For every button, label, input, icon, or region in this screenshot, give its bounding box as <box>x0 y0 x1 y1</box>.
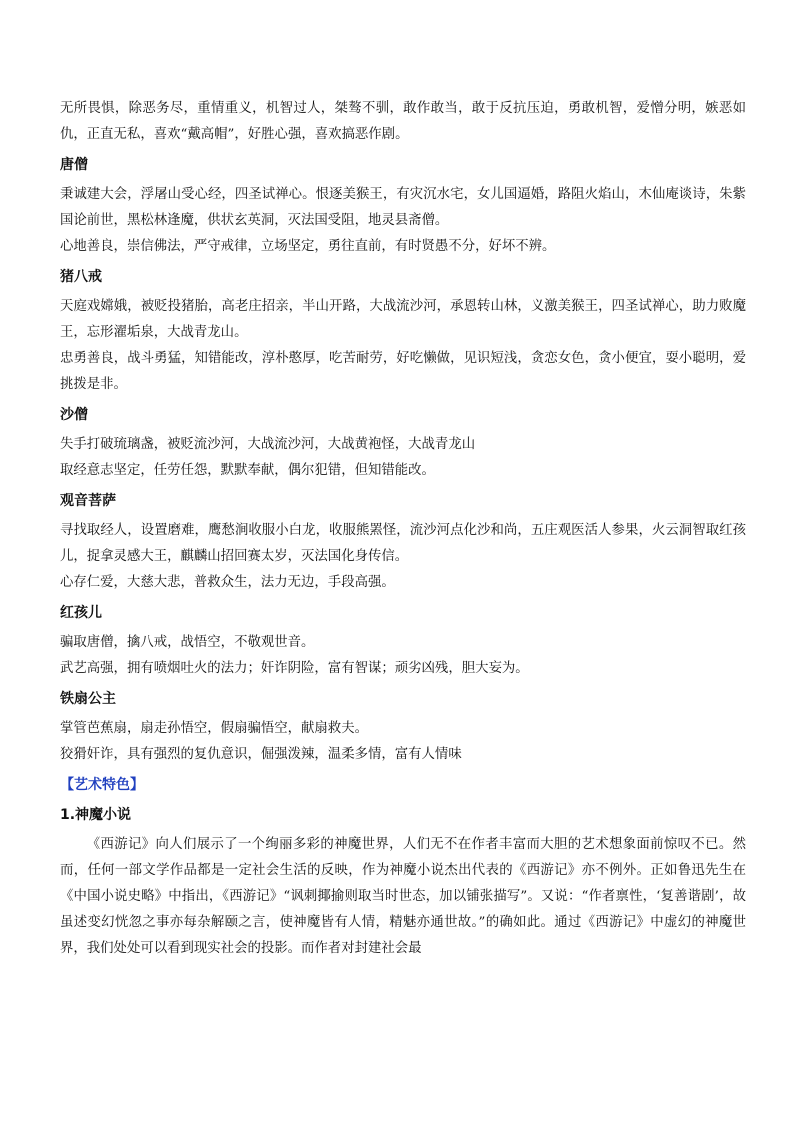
character-events-guanyin: 寻找取经人，设置磨难，鹰愁涧收服小白龙，收服熊罴怪，流沙河点化沙和尚，五庄观医活人参果，火云洞智取红孩儿，捉拿灵感大王，麒麟山招回赛太岁，灭法国化身传信。 <box>60 523 746 564</box>
character-heading-tieshan: 铁扇公主 <box>60 691 116 707</box>
art-sub-title: 1.神魔小说 <box>60 807 132 823</box>
character-events-honghaier: 骗取唐僧，擒八戒，战悟空，不敬观世音。 <box>60 635 315 650</box>
character-events-zhubajie: 天庭戏嫦娥，被贬投猪胎，高老庄招亲，半山开路，大战流沙河，承恩转山林，义激美猴王，四圣试禅心，助力败魔王，忘形濯垢泉，大战青龙山。 <box>60 299 746 340</box>
character-traits-guanyin: 心存仁爱，大慈大悲，普救众生，法力无边，手段高强。 <box>60 575 395 590</box>
character-traits-tangseng: 心地善良，崇信佛法，严守戒律，立场坚定，勇往直前，有时贤愚不分，好坏不辨。 <box>60 239 556 254</box>
character-heading-guanyin: 观音菩萨 <box>60 493 116 509</box>
character-traits-honghaier: 武艺高强，拥有喷烟吐火的法力；奸诈阴险，富有智谋；顽劣凶残，胆大妄为。 <box>60 661 529 676</box>
character-heading-shaseng: 沙僧 <box>60 407 88 423</box>
art-paragraph: 《西游记》向人们展示了一个绚丽多彩的神魔世界，人们无不在作者丰富而大胆的艺术想象面前惊叹不已。然而，任何一部文学作品都是一定社会生活的反映，作为神魔小说杰出代表的《西游记》亦不例外。正如鲁迅先生在《中国小说史略》中指出，《西游记》“讽刺揶揄则取当时世态，加以铺张描写”。又说：“作者禀性，‘复善谐剧’，故虽述变幻恍忽之事亦每杂解颐之言，使神魔皆有人情，精魅亦通世故。”的确如此。通过《西游记》中虚幻的神魔世界，我们处处可以看到现实社会的投影。而作者对封建社会最 <box>60 837 746 956</box>
document-page <box>60 96 746 962</box>
intro-paragraph: 无所畏惧，除恶务尽，重情重义，机智过人，桀骜不驯，敢作敢当，敢于反抗压迫，勇敢机智，爱憎分明，嫉恶如仇，正直无私，喜欢“戴高帽”，好胜心强，喜欢搞恶作剧。 <box>60 101 746 142</box>
character-heading-honghaier: 红孩儿 <box>60 605 102 621</box>
character-traits-tieshan: 狡猾奸诈，具有强烈的复仇意识，倔强泼辣，温柔多情，富有人情味 <box>60 747 462 762</box>
character-events-tieshan: 掌管芭蕉扇，扇走孙悟空，假扇骗悟空，献扇救夫。 <box>60 721 368 736</box>
character-traits-shaseng: 取经意志坚定，任劳任怨，默默奉献，偶尔犯错，但知错能改。 <box>60 463 435 478</box>
character-events-tangseng: 秉诚建大会，浮屠山受心经，四圣试禅心。恨逐美猴王，有灾沉水宅，女儿国逼婚，路阻火焰山，木仙庵谈诗，朱紫国论前世，黑松林逢魔，供状玄英洞，灭法国受阻，地灵县斋僧。 <box>60 187 746 228</box>
character-events-shaseng: 失手打破琉璃盏，被贬流沙河，大战流沙河，大战黄袍怪，大战青龙山 <box>60 437 476 452</box>
character-traits-zhubajie: 忠勇善良，战斗勇猛，知错能改，淳朴憨厚，吃苦耐劳，好吃懒做，见识短浅，贪恋女色，贪小便宜，耍小聪明，爱挑拨是非。 <box>60 351 746 392</box>
character-heading-zhubajie: 猪八戒 <box>60 269 102 285</box>
art-section-title: 【艺术特色】 <box>60 777 144 793</box>
character-heading-tangseng: 唐僧 <box>60 157 88 173</box>
